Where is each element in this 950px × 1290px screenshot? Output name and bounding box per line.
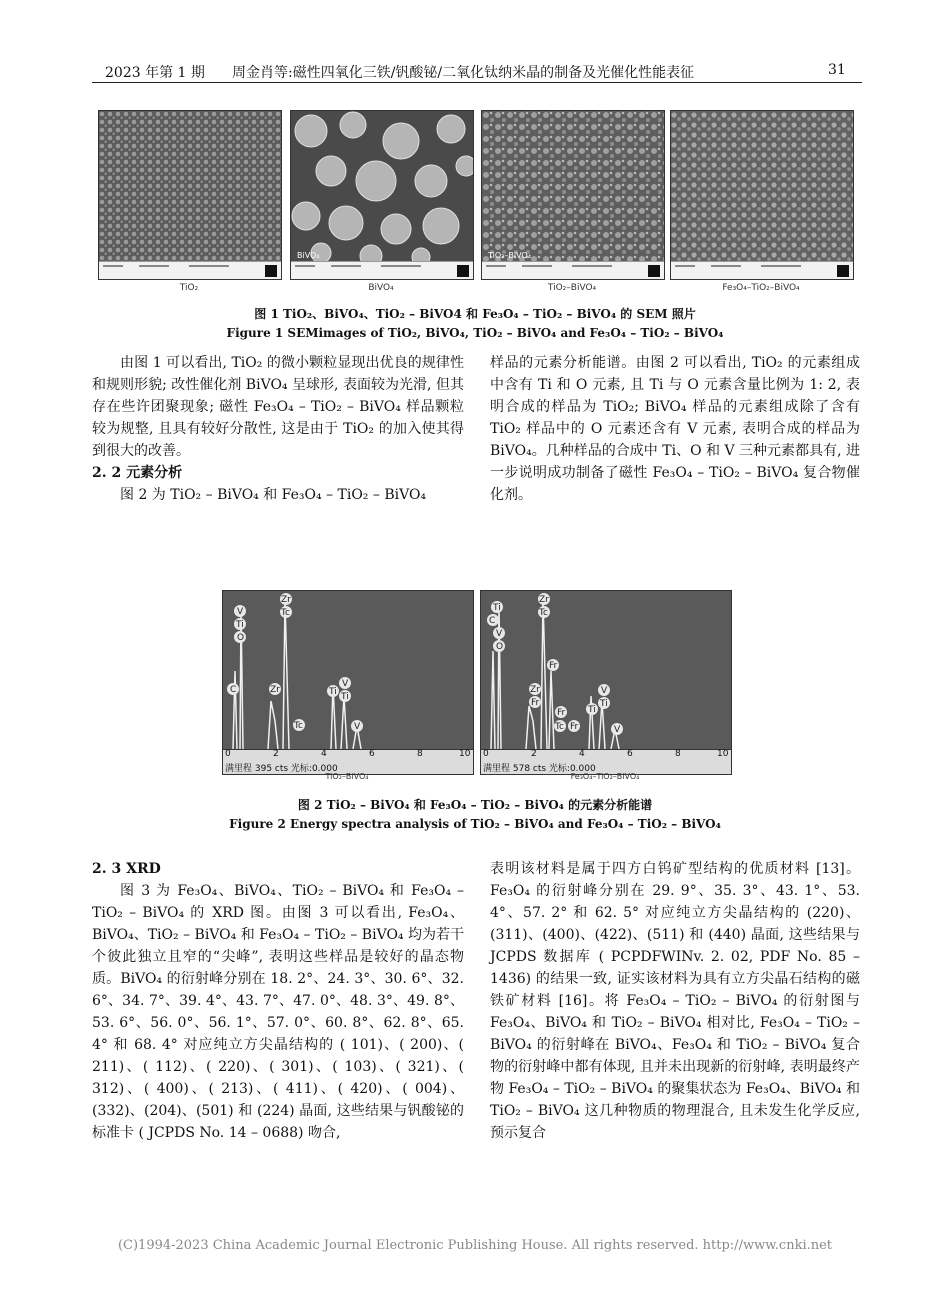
- peak-label: Tc: [539, 608, 548, 618]
- sem-image-fe3o4-tio2-bivo4: [670, 110, 854, 280]
- tick: 2: [531, 749, 537, 759]
- eds-plot: [223, 591, 473, 751]
- peak-label: V: [342, 679, 349, 689]
- sem-tag: BiVO₄: [297, 251, 320, 260]
- tick: 10: [717, 749, 729, 759]
- figure2-caption-cn: 图 2 TiO₂ – BiVO₄ 和 Fe₃O₄ – TiO₂ – BiVO₄ 的元素分析能谱: [297, 798, 653, 812]
- sem-label-tio2-bivo4: TiO₂–BiVO₄: [547, 283, 597, 293]
- section-heading-2-3: 2. 3 XRD: [92, 861, 161, 877]
- tick: 0: [483, 749, 489, 759]
- paragraph-eds-start: 图 2 为 TiO₂ – BiVO₄ 和 Fe₃O₄ – TiO₂ – BiVO₄: [120, 487, 427, 503]
- peak-label: O: [496, 642, 504, 652]
- peak-label: O: [237, 633, 245, 643]
- figure2-caption-en: Figure 2 Energy spectra analysis of TiO₂ – BiVO₄ and Fe₃O₄ – TiO₂ – BiVO₄: [229, 817, 721, 831]
- peak-label: V: [237, 607, 244, 617]
- tick: 6: [369, 749, 375, 759]
- peak-label: Tc: [555, 722, 564, 732]
- tick: 8: [417, 749, 423, 759]
- tick: 2: [273, 749, 279, 759]
- journal-issue: 2023 年第 1 期: [105, 65, 205, 81]
- sem-texture: [671, 111, 853, 261]
- paragraph-xrd: 图 3 为 Fe₃O₄、BiVO₄、TiO₂ – BiVO₄ 和 Fe₃O₄ – TiO₂ – BiVO₄ 的 XRD 图。由图 3 可以看出, Fe₃O₄、BiVO₄、TiO₂ – BiVO₄ 和 Fe₃O₄ – TiO₂ – BiVO₄ 均为若干个彼此独立且窄的“尖峰”, 表明这些样品是较好的晶态物质。BiVO₄ 的衍射峰分别在 18. 2°、24. 3°、30. 6°、32. 6°、34. 7°、39. 4°、43. 7°、47. 0°、48. 3°、49. 8°、53. 6°、56. 0°、56. 1°、57. 0°、60. 8°、62. 8°、65. 4° 和 68. 4° 对应纯立方尖晶结构的 ( 101)、( 200)、( 211)、( 112)、( 220)、( 301)、( 103)、( 321)、( 312)、( 400)、( 213)、( 411)、( 420)、( 004)、(332)、(204)、(501) 和 (224) 晶面, 这些结果与钒酸铋的标准卡 ( JCPDS No. 14 – 0688) 吻合,: [92, 883, 464, 1141]
- running-title: 周金肖等:磁性四氧化三铁/钒酸铋/二氧化钛纳米晶的制备及光催化性能表征: [232, 65, 695, 81]
- peak-label: Zr: [270, 685, 280, 695]
- peak-label: V: [614, 725, 621, 735]
- peak-label: V: [601, 686, 608, 696]
- peak-label: Ti: [600, 699, 608, 709]
- peak-label: Ti: [493, 603, 501, 613]
- section-heading-2-2: 2. 2 元素分析: [92, 465, 183, 481]
- peak-label: Ti: [341, 692, 349, 702]
- peak-label: Tc: [281, 608, 290, 618]
- figure1-caption-en: Figure 1 SEMimages of TiO₂, BiVO₄, TiO₂ – BiVO₄ and Fe₃O₄ – TiO₂ – BiVO₄: [226, 326, 724, 340]
- peak-label: C: [489, 616, 496, 626]
- paragraph-xrd-cont: 表明该材料是属于四方白钨矿型结构的优质材料 [13]。Fe₃O₄ 的衍射峰分别在 29. 9°、35. 3°、43. 1°、53. 4°、57. 2° 和 62. 5° 对应纯立方尖晶结构的 (220)、(311)、(400)、(422)、(511) 和 (440) 晶面, 这些结果与 JCPDS 数据库 ( PCPDFWINv. 2. 02, PDF No. 85 – 1436) 的结果一致, 证实该材料为具有立方尖晶石结构的磁铁矿材料 [16]。将 Fe₃O₄ – TiO₂ – BiVO₄ 的衍射图与 Fe₃O₄、BiVO₄ 和 TiO₂ – BiVO₄ 相对比, Fe₃O₄ – TiO₂ – BiVO₄ 的衍射峰在 BiVO₄、Fe₃O₄ 和 TiO₂ – BiVO₄ 复合物的衍射峰中都有体现, 且并未出现新的衍射峰, 表明最终产物 Fe₃O₄ – TiO₂ – BiVO₄ 的聚集状态为 Fe₃O₄、BiVO₄ 和 TiO₂ – BiVO₄ 这几种物质的物理混合, 且未发生化学反应, 预示复合: [490, 861, 860, 1141]
- paragraph-eds: 样品的元素分析能谱。由图 2 可以看出, TiO₂ 的元素组成中含有 Ti 和 O 元素, 且 Ti 与 O 元素含量比例为 1: 2, 表明合成的样品为 TiO₂; BiVO₄ 样品的元素组成除了含有 TiO₂ 样品中的 O 元素还含有 V 元素, 表明合成的样品为 BiVO₄。几种样品的合成中 Ti、O 和 V 三种元素都具有, 进一步说明成功制备了磁性 Fe₃O₄ – TiO₂ – BiVO₄ 复合物催化剂。: [490, 355, 860, 503]
- left-column-1: [92, 352, 464, 506]
- sem-label-fe3o4-tio2-bivo4: Fe₃O₄–TiO₂–BiVO₄: [722, 283, 800, 293]
- peak-label: Ti: [329, 687, 337, 697]
- left-column-2: [92, 858, 464, 1144]
- page-number: 31: [828, 62, 846, 78]
- peak-label: Zr: [281, 595, 291, 605]
- sem-label-bivo4: BiVO₄: [368, 283, 394, 293]
- tick: 6: [627, 749, 633, 759]
- peak-label: C: [230, 685, 237, 695]
- header-rule: [92, 82, 862, 83]
- peak-label: Fr: [570, 722, 579, 732]
- tick: 0: [225, 749, 231, 759]
- sem-info-bar: [482, 261, 664, 280]
- sem-label-tio2: TiO₂: [179, 283, 199, 293]
- peak-label: Fr: [557, 708, 566, 718]
- peak-label: Fr: [549, 661, 558, 671]
- peak-label: Ti: [236, 620, 244, 630]
- sem-info-bar: [291, 261, 473, 280]
- tick: 8: [675, 749, 681, 759]
- eds-info: 满里程 578 cts 光标:0.000: [483, 764, 596, 774]
- peak-label: Fr: [531, 698, 540, 708]
- peak-label: V: [354, 722, 361, 732]
- sem-image-tio2: [98, 110, 282, 280]
- paragraph-sem: 由图 1 可以看出, TiO₂ 的微小颗粒显现出优良的规律性和规则形貌; 改性催化剂 BiVO₄ 呈球形, 表面较为光滑, 但其存在些许团聚现象; 磁性 Fe₃O₄ – TiO₂ – BiVO₄ 样品颗粒较为规整, 且具有较好分散性, 这是由于 TiO₂ 的加入使其得到很大的改善。: [92, 355, 464, 459]
- sem-texture: [291, 111, 473, 261]
- eds-spectrum-tio2-bivo4: [222, 590, 474, 762]
- eds-label-tio2-bivo4: TiO₂–BiVO₄: [325, 772, 369, 781]
- sem-texture: [482, 111, 664, 261]
- copyright-footer: (C)1994-2023 China Academic Journal Electronic Publishing House. All rights reserved. http://www.cnki.net: [117, 1238, 833, 1253]
- sem-info-bar: [99, 261, 281, 280]
- tick: 4: [321, 749, 327, 759]
- tick: 4: [579, 749, 585, 759]
- eds-spectrum-fe3o4-tio2-bivo4: [480, 590, 732, 762]
- eds-plot: [481, 591, 731, 751]
- peak-label: Zr: [530, 685, 540, 695]
- tick: 10: [459, 749, 471, 759]
- sem-image-tio2-bivo4: [481, 110, 665, 280]
- sem-info-bar: [671, 261, 853, 280]
- eds-label-fe3o4-tio2-bivo4: Fe₃O₄–TiO₂–BiVO₄: [570, 772, 640, 781]
- peak-label: V: [496, 629, 503, 639]
- right-column-1: [490, 352, 860, 506]
- peak-label: Ti: [588, 705, 596, 715]
- sem-image-bivo4: [290, 110, 474, 280]
- figure1-caption-cn: 图 1 TiO₂、BiVO₄、TiO₂ – BiVO4 和 Fe₃O₄ – TiO₂ – BiVO₄ 的 SEM 照片: [254, 307, 696, 321]
- eds-info: 满里程 395 cts 光标:0.000: [225, 764, 338, 774]
- right-column-2: [490, 858, 860, 1144]
- peak-label: Tc: [294, 721, 303, 731]
- sem-texture: [99, 111, 281, 261]
- sem-tag: TiO₂–BiVO₄: [488, 251, 531, 260]
- peak-label: Zr: [539, 595, 549, 605]
